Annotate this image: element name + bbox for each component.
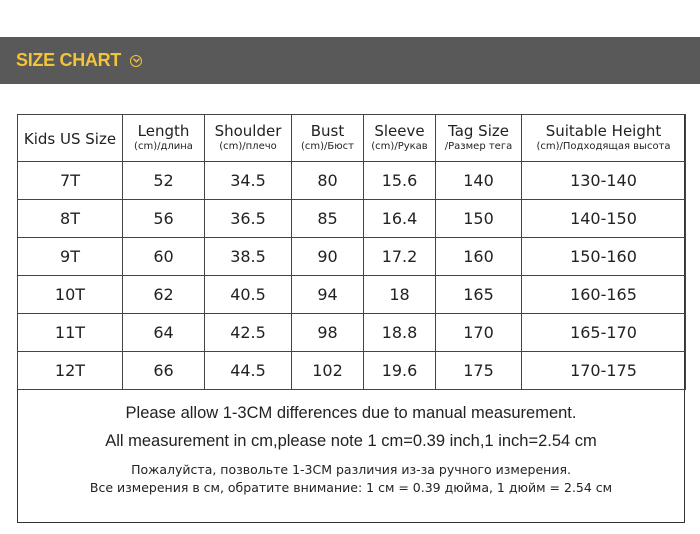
table-cell: 40.5 (205, 276, 292, 314)
table-cell: 170-175 (522, 352, 686, 390)
header-sublabel: (cm)/Бюст (300, 140, 354, 152)
table-cell: 140-150 (522, 200, 686, 238)
table-row (18, 276, 686, 314)
table-cell: 80 (292, 162, 364, 200)
table-cell: 18.8 (364, 314, 436, 352)
table-cell: 11T (18, 314, 123, 352)
header-sublabel: (cm)/Подходящая высота (536, 140, 671, 152)
table-cell: 9T (18, 238, 123, 276)
table-cell: 38.5 (205, 238, 292, 276)
header-cell (364, 115, 436, 162)
table-cell: 175 (436, 352, 522, 390)
note-russian-1: Пожалуйста, позвольте 1-3CM различия из-за ручного измерения. (131, 462, 571, 477)
table-cell: 130-140 (522, 162, 686, 200)
table-row (18, 314, 686, 352)
table-cell: 34.5 (205, 162, 292, 200)
table-cell: 7T (18, 162, 123, 200)
header-label: Tag Size (448, 121, 509, 140)
table-cell: 18 (364, 276, 436, 314)
table-header-row (18, 115, 686, 162)
table-cell: 160 (436, 238, 522, 276)
table-cell: 140 (436, 162, 522, 200)
header-cell (18, 115, 123, 162)
table-cell: 60 (123, 238, 205, 276)
table-cell: 19.6 (364, 352, 436, 390)
table-cell: 42.5 (205, 314, 292, 352)
table-cell: 150 (436, 200, 522, 238)
header-label: Length (137, 121, 190, 140)
table-cell: 17.2 (364, 238, 436, 276)
header-sublabel: (cm)/длина (134, 140, 193, 152)
table-row (18, 162, 686, 200)
header-cell (436, 115, 522, 162)
table-cell: 15.6 (364, 162, 436, 200)
table-cell: 66 (123, 352, 205, 390)
table-cell: 102 (292, 352, 364, 390)
banner-title: SIZE CHART (16, 50, 122, 70)
table-cell: 94 (292, 276, 364, 314)
table-cell: 90 (292, 238, 364, 276)
table-cell: 150-160 (522, 238, 686, 276)
header-sublabel: (cm)/Рукав (371, 140, 428, 152)
table-cell: 98 (292, 314, 364, 352)
header-sublabel: /Размер тега (444, 140, 513, 152)
note-english-1: Please allow 1-3CM differences due to manual measurement. (125, 404, 577, 422)
header-cell (292, 115, 364, 162)
table-row (18, 238, 686, 276)
table-cell: 44.5 (205, 352, 292, 390)
table-cell: 85 (292, 200, 364, 238)
size-chart-box (17, 114, 685, 523)
table-cell: 160-165 (522, 276, 686, 314)
note-english-2: All measurement in cm,please note 1 cm=0.39 inch,1 inch=2.54 cm (105, 432, 597, 450)
table-cell: 64 (123, 314, 205, 352)
header-sublabel: (cm)/плечо (219, 140, 277, 152)
header-label: Bust (310, 121, 345, 140)
table-cell: 165-170 (522, 314, 686, 352)
table-row (18, 200, 686, 238)
header-label: Shoulder (214, 121, 282, 140)
table-cell: 10T (18, 276, 123, 314)
note-russian-2: Все измерения в см, обратите внимание: 1 см = 0.39 дюйма, 1 дюйм = 2.54 см (89, 480, 613, 495)
header-cell (123, 115, 205, 162)
table-cell: 165 (436, 276, 522, 314)
table-cell: 52 (123, 162, 205, 200)
header-label: Suitable Height (545, 121, 662, 140)
size-chart-banner (0, 37, 700, 84)
chevron-down-circle-icon (130, 55, 142, 67)
table-cell: 62 (123, 276, 205, 314)
table-cell: 16.4 (364, 200, 436, 238)
table-cell: 12T (18, 352, 123, 390)
table-row (18, 352, 686, 390)
table-cell: 56 (123, 200, 205, 238)
header-cell (205, 115, 292, 162)
header-cell (522, 115, 686, 162)
table-cell: 170 (436, 314, 522, 352)
header-label: Sleeve (374, 121, 425, 140)
header-label: Kids US Size (23, 129, 117, 148)
table-cell: 8T (18, 200, 123, 238)
table-cell: 36.5 (205, 200, 292, 238)
size-table (17, 114, 686, 390)
